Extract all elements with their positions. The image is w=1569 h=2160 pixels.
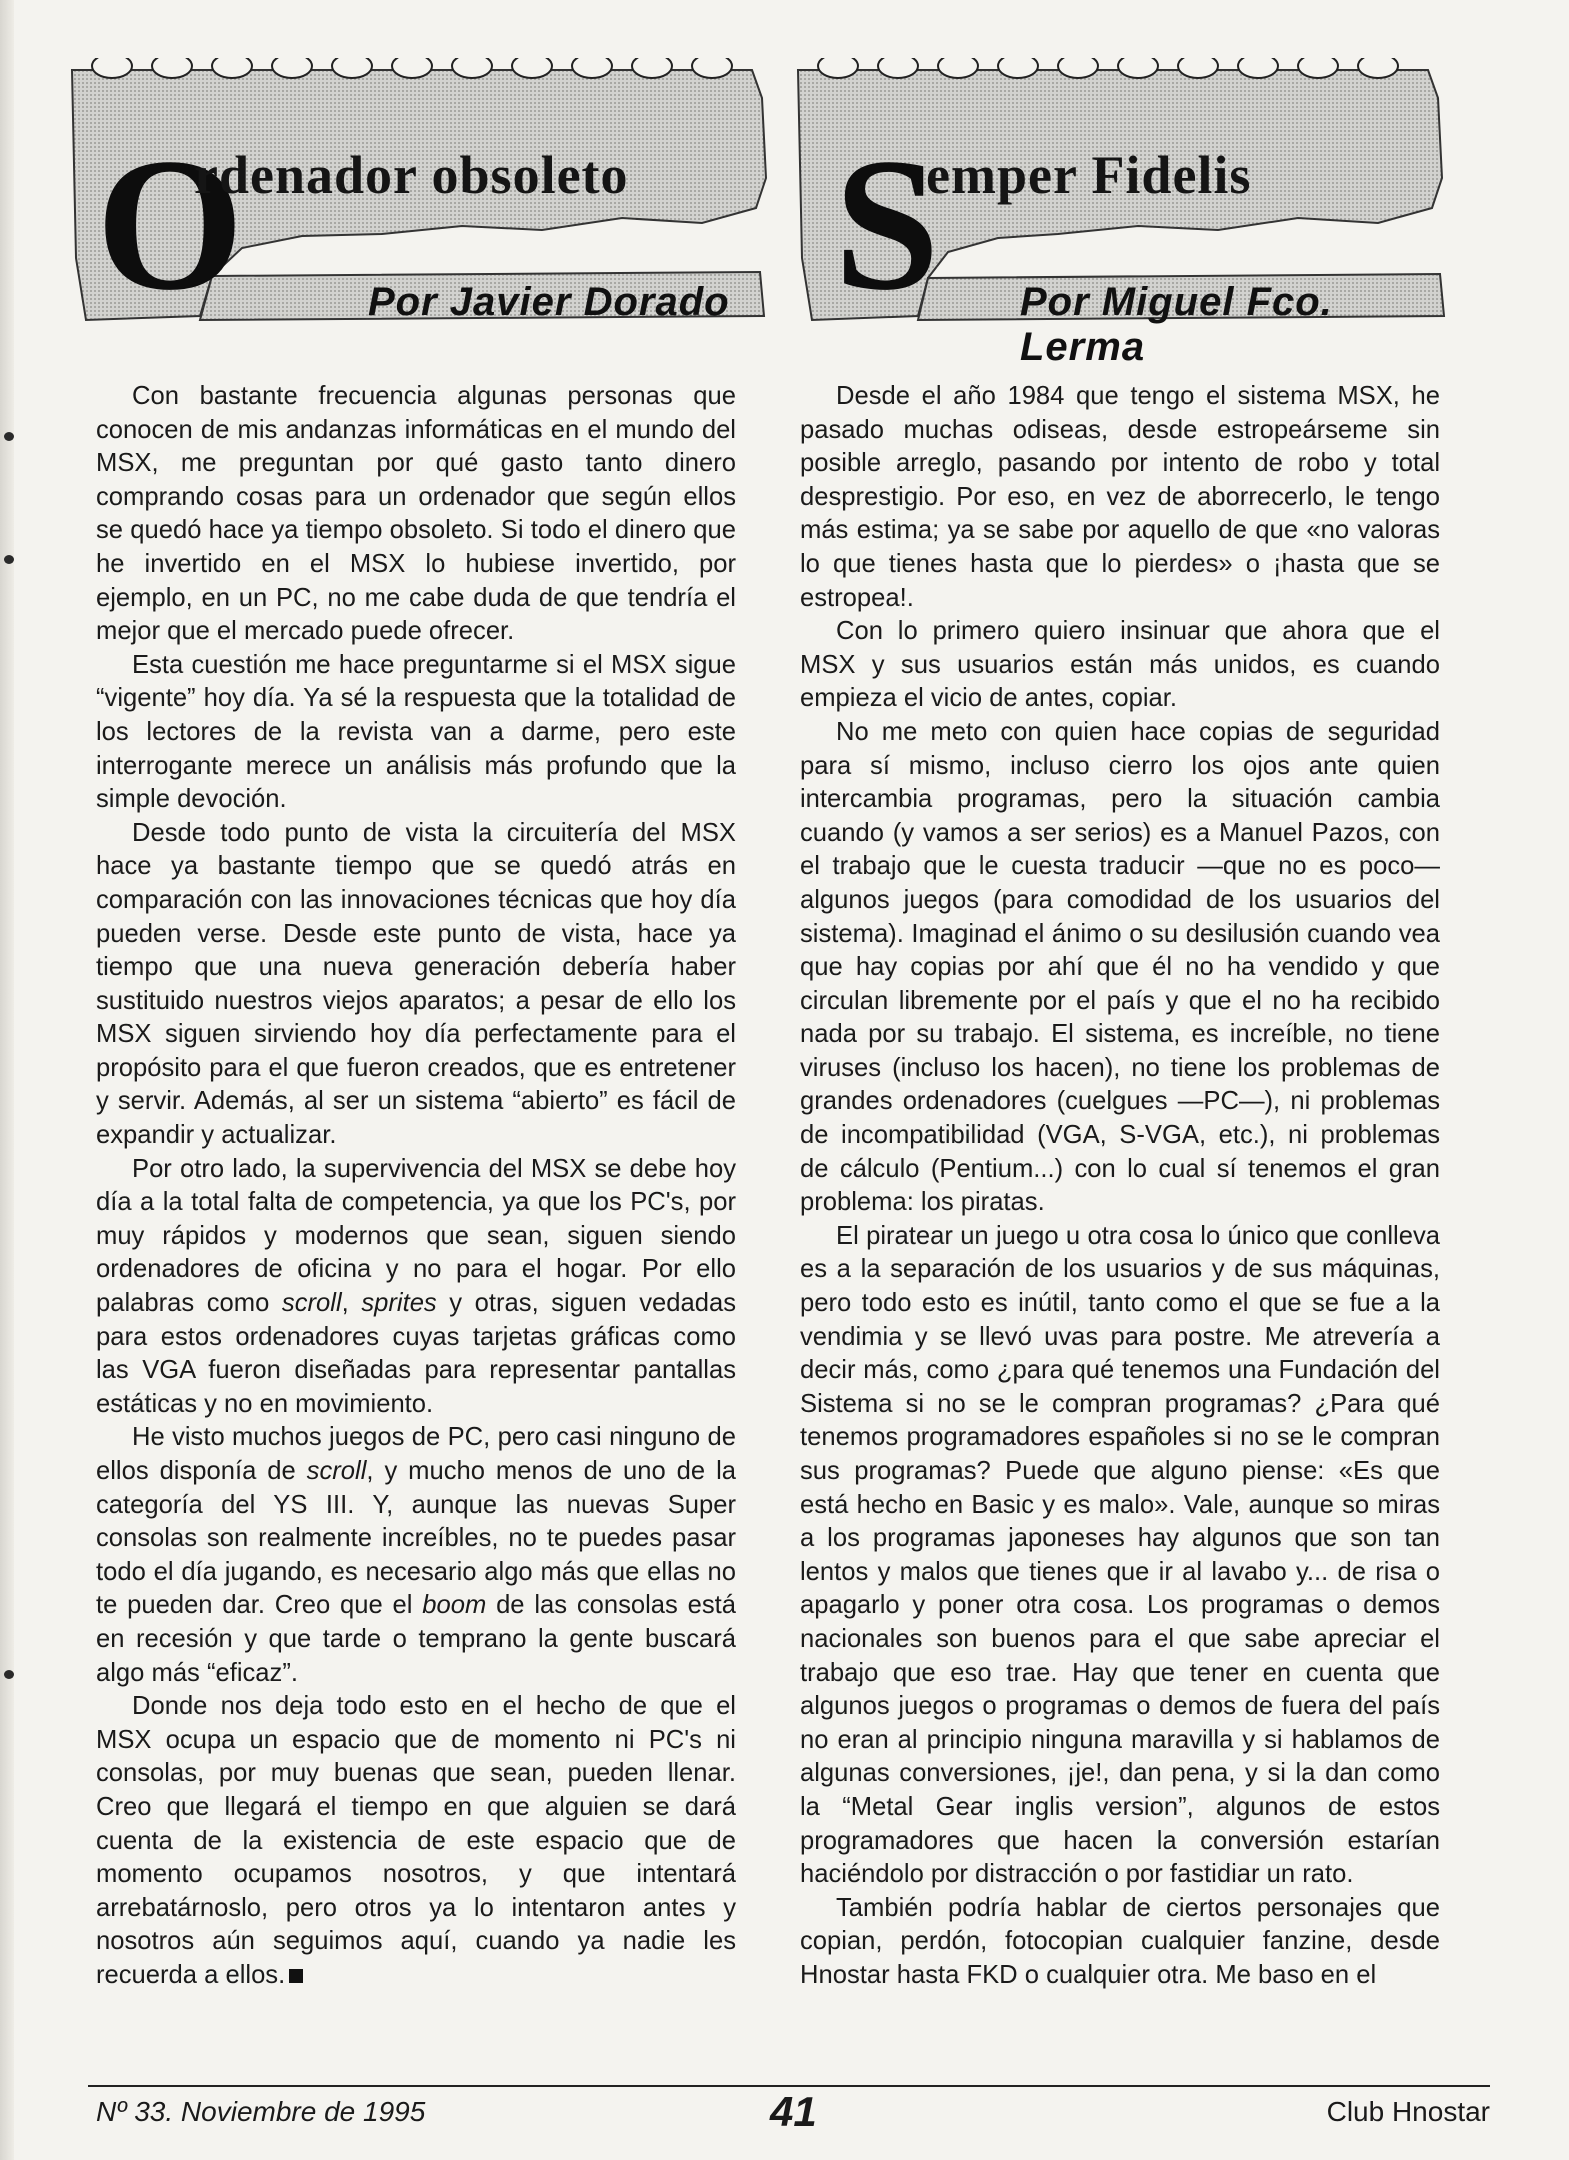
paragraph (96, 1690, 736, 1992)
article-header-semper-fidelis (788, 58, 1456, 369)
footer-magazine-name: Club Hnostar (1326, 2096, 1490, 2127)
paragraph-text: , (341, 1289, 362, 1318)
paragraph-text: Donde nos deja todo esto en el hecho de que el MSX ocupa un espacio que de momento ni PC's ni consolas, por muy buenas que sean, pueden llenar. Creo que llegará el tiempo en que alguien se dará cuenta de la existencia de este espacio que de momento ocupamos nosotros, y que intentará arrebatárnoslo, pero otros ya lo intentaron antes y nosotros aún seguimos aquí, cuando ya nadie les recuerda a ellos. (96, 1692, 736, 1989)
footer-page-number: 41 (770, 2088, 817, 2135)
paragraph (96, 1421, 736, 1690)
article-header-ordenador-obsoleto (62, 58, 782, 358)
paragraph (96, 1153, 736, 1422)
paragraph: Desde todo punto de vista la circuitería del MSX hace ya bastante tiempo que se quedó atrás en comparación con las innovaciones técnicas que hoy día pueden verse. Desde este punto de vista, hace ya tiempo que una nueva generación debería haber sustituido nuestros viejos aparatos; a pesar de ello los MSX siguen sirviendo hoy día perfectamente para el propósito para el que fueron creados, que es entretener y servir. Además, al ser un sistema “abierto” es fácil de expandir y actualizar. (96, 818, 736, 1150)
article-byline: Por Miguel Fco. Lerma (1020, 280, 1333, 369)
paragraph-text: de las consolas está en recesión y que tarde o temprano la gente buscará algo más “eficaz”. (96, 1591, 736, 1687)
paragraph: También podría hablar de ciertos personajes que copian, perdón, fotocopian cualquier fanzine, desde Hnostar hasta FKD o cualquier otra. Me baso en el (800, 1893, 1440, 1989)
article-byline: Por Javier Dorado (368, 280, 730, 324)
paragraph-text: y otras, siguen vedadas para estos ordenadores cuyas tarjetas gráficas como las VGA fueron diseñadas para representar pantallas estáticas y no en movimiento. (96, 1289, 736, 1418)
title-initial-letter: O (96, 120, 244, 330)
footer-rule (88, 2085, 1490, 2087)
paragraph: Con bastante frecuencia algunas personas que conocen de mis andanzas informáticas en el mundo del MSX, me preguntan por qué gasto tanto dinero comprando cosas para un ordenador que según ellos se quedó hace ya tiempo obsoleto. Si todo el dinero que he invertido en el MSX lo hubiese invertido, por ejemplo, en un PC, no me cabe duda de que tendría el mejor que el mercado puede ofrecer. (96, 382, 736, 646)
paragraph: El piratear un juego u otra cosa lo único que conlleva es a la separación de los usuarios y de sus máquinas, pero todo esto es inútil, tanto como el que se fue a la vendimia y se llevó uvas para postre. Me atrevería a decir más, como ¿para qué tenemos una Fundación del Sistema si no se le compran programas? ¿Para qué tenemos programadores españoles si no se le compran sus programas? Puede que alguno piense: «Es que está hecho en Basic y es malo». Vale, aunque so miras a los programas japoneses hay algunos que son tan lentos y malos que tienes que ir al lavabo y... de risa o apagarlo y poner otra cosa. Los programas o demos nacionales son buenos para el que sabe apreciar el trabajo que eso trae. Hay que tener en cuenta que algunos juegos o programas o demos de fuera del país no eran al principio ninguna maravilla y si hablamos de algunas conversiones, ¡je!, dan pena, y si la dan como la “Metal Gear inglis version”, algunos de estos programadores que hacen la conversión estarían haciéndolo por distracción o por fastidiar un rato. (800, 1221, 1440, 1889)
italic-term: boom (422, 1591, 487, 1620)
article-title: rdenador obsoleto (194, 145, 629, 205)
article-title: emper Fidelis (926, 145, 1252, 205)
binding-hole (4, 1670, 14, 1679)
article-body-right (800, 380, 1440, 1993)
end-of-article-mark (289, 1969, 303, 1983)
italic-term: sprites (361, 1289, 437, 1318)
paragraph-text: He visto muchos juegos de PC, pero casi ninguno de ellos disponía de (96, 1423, 736, 1485)
paragraph: Con lo primero quiero insinuar que ahora que el MSX y sus usuarios están más unidos, es cuando empieza el vicio de antes, copiar. (800, 617, 1440, 713)
article-body-left (96, 380, 736, 1993)
page-binding-edge (0, 0, 14, 2160)
paragraph-text: , y mucho menos de uno de la categoría del YS III. Y, aunque las nuevas Super consolas son realmente increíbles, no te puedes pasar todo el día jugando, es necesario algo más que ellas no te pueden dar. Creo que el (96, 1457, 736, 1620)
paragraph: No me meto con quien hace copias de seguridad para sí mismo, incluso cierro los ojos ante quien intercambia programas, pero la situación cambia cuando (y vamos a ser serios) es a Manuel Pazos, con el trabajo que le cuesta traducir —que no es poco— algunos juegos (para comodidad de los usuarios del sistema). Imaginad el ánimo o su desilusión cuando vea que hay copias por ahí que él no ha vendido y que circulan libremente por el país y que el no ha recibido nada por su trabajo. El sistema, es increíble, no tiene viruses (incluso los hacen), no tiene los problemas de grandes ordenadores (cuelgues —PC—), ni problemas de incompatibilidad (VGA, S-VGA, etc.), ni problemas de cálculo (Pentium...) con lo cual sí tenemos el gran problema: los piratas. (800, 717, 1440, 1217)
italic-term: scroll (306, 1457, 367, 1485)
italic-term: scroll (281, 1289, 342, 1318)
footer-issue-date: Nº 33. Noviembre de 1995 (96, 2096, 426, 2127)
paragraph-text: Por otro lado, la supervivencia del MSX se debe hoy día a la total falta de competencia, ya que los PC's, por muy rápidos y modernos que sean, siguen siendo ordenadores de oficina y no para el hogar. Por ello palabras como (96, 1154, 736, 1318)
title-initial-letter: S (834, 120, 940, 330)
binding-hole (4, 432, 14, 441)
binding-hole (4, 555, 14, 564)
paragraph: Esta cuestión me hace preguntarme si el MSX sigue “vigente” hoy día. Ya sé la respuesta que la totalidad de los lectores de la revista van a darme, pero este interrogante merece un análisis más profundo que la simple devoción. (96, 650, 736, 814)
paragraph: Desde el año 1984 que tengo el sistema MSX, he pasado muchas odiseas, desde estropeárseme sin posible arreglo, pasando por intento de robo y total desprestigio. Por eso, en vez de aborrecerlo, le tengo más estima; ya se sabe por aquello de que «no valoras lo que tienes hasta que lo pierdes» o ¡hasta que se estropea!. (800, 382, 1440, 612)
